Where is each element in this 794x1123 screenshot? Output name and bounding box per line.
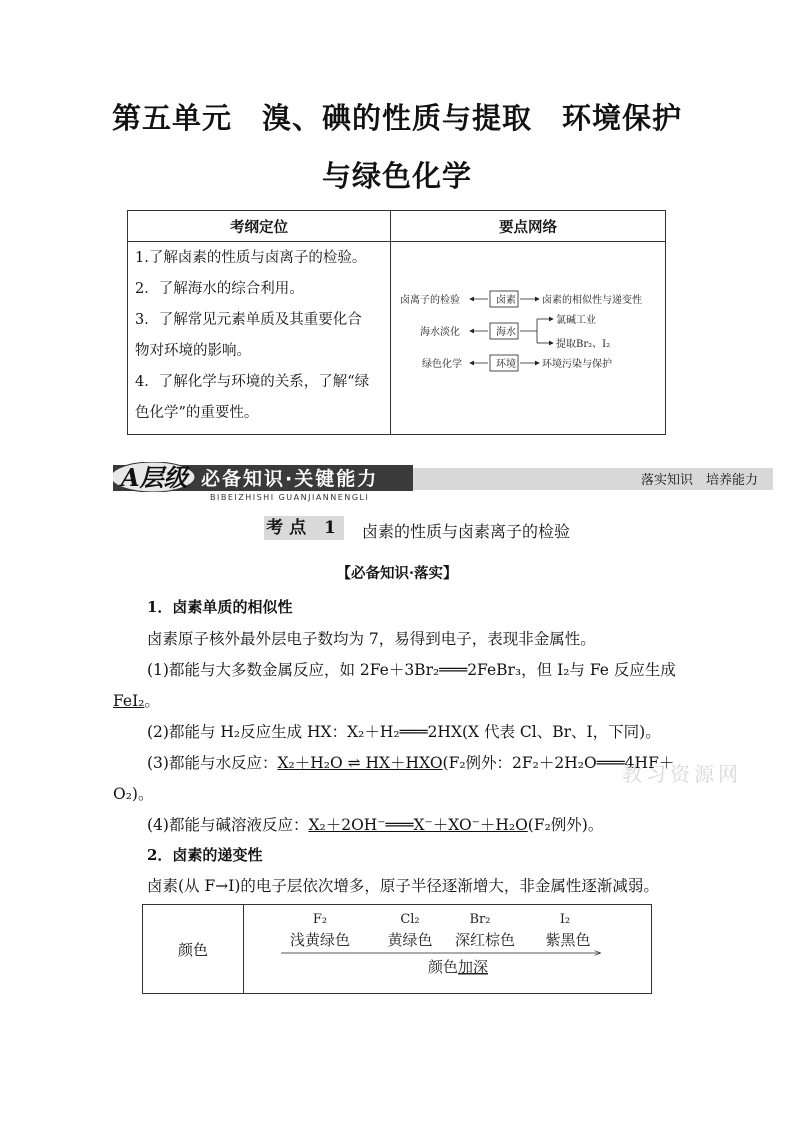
title-part: 溴、碘的性质与提取: [261, 101, 532, 135]
goal-item: 3．了解常见元素单质及其重要化合: [135, 312, 362, 328]
watermark: 教习资源网: [622, 762, 742, 786]
color-trend-diagram: [245, 906, 650, 992]
banner-pinyin: BIBEIZHISHI GUANJIANNENGLI: [210, 493, 370, 502]
overview-table: [127, 210, 666, 435]
heading-gradation: 2．卤素的递变性: [147, 846, 263, 864]
heading-similarity: 1．卤素单质的相似性: [147, 598, 293, 616]
level-label: A层级: [121, 463, 188, 492]
node-left-2: 海水淡化: [420, 327, 460, 338]
node-right-2a: 氯碱工业: [556, 315, 596, 326]
punctuation: 。: [144, 692, 160, 710]
node-center-3: 环境: [496, 359, 516, 370]
element-i2: I₂: [559, 912, 571, 927]
header-kaogang: 考纲定位: [128, 211, 391, 242]
title-part: 环境保护: [562, 101, 683, 135]
text-suffix: (F₂例外)。: [527, 816, 604, 834]
node-right-1: 卤素的相似性与递变性: [542, 295, 642, 306]
node-right-3: 环境污染与保护: [542, 359, 612, 370]
node-center-2: 海水: [496, 327, 516, 338]
paragraph: [147, 751, 674, 773]
color-trend-cell: [244, 905, 652, 994]
unit-label: 第五单元: [111, 101, 232, 135]
node-right-2b: 提取Br₂、I₂: [556, 339, 611, 350]
answer-blank: X₂＋H₂O ⇌ HX＋HXO: [277, 754, 443, 772]
paragraph: O₂)。: [113, 785, 154, 803]
answer-blank: FeI₂: [113, 692, 145, 710]
text-suffix: (F₂例外：2F₂＋2H₂O═══4HF＋: [442, 754, 675, 772]
kaodian-title: 卤素的性质与卤素离子的检验: [362, 522, 571, 541]
text-prefix: (4)都能与碱溶液反应：: [147, 816, 309, 834]
paragraph: [147, 813, 603, 835]
node-center-1: 卤素: [496, 295, 516, 306]
header-network: 要点网络: [391, 211, 666, 242]
banner-right: 落实知识 培养能力: [641, 473, 759, 488]
element-cl2: Cl₂: [400, 912, 420, 927]
paragraph: (2)都能与 H₂反应生成 HX：X₂＋H₂═══2HX(X 代表 Cl、Br、I，下同)。: [147, 723, 661, 741]
trend-label: [428, 958, 488, 976]
banner-main: 必备知识·关键能力: [201, 468, 379, 490]
page-title-line1: [0, 96, 794, 137]
answer-blank: X₂＋2OH⁻═══X⁻＋XO⁻＋H₂O: [308, 816, 528, 834]
element-f2: F₂: [312, 912, 328, 927]
trend-label-b: 加深: [458, 958, 489, 976]
paragraph: [113, 689, 160, 711]
text-prefix: (3)都能与水反应：: [147, 754, 278, 772]
node-left-1: 卤离子的检验: [400, 295, 460, 306]
color-i2: 紫黑色: [545, 931, 591, 949]
paragraph: (1)都能与大多数金属反应，如 2Fe＋3Br₂═══2FeBr₃，但 I₂与 Fe 反应生成: [147, 661, 676, 679]
goal-item: 1.了解卤素的性质与卤离子的检验。: [135, 250, 367, 266]
paragraph: 卤素(从 F→I)的电子层依次增多，原子半径逐渐增大，非金属性逐渐减弱。: [147, 877, 659, 895]
page-title-line2: 与绿色化学: [321, 159, 472, 193]
node-left-3: 绿色化学: [422, 359, 462, 370]
color-f2: 浅黄绿色: [289, 931, 351, 949]
element-br2: Br₂: [469, 912, 491, 927]
goal-item: 2．了解海水的综合利用。: [135, 281, 304, 297]
goals-cell: [128, 242, 391, 435]
goal-item: 4．了解化学与环境的关系，了解“绿: [135, 374, 370, 390]
color-br2: 深红棕色: [454, 931, 516, 949]
row-label: 颜色: [143, 905, 244, 994]
goal-item: 色化学”的重要性。: [135, 405, 259, 421]
section-banner: [113, 462, 773, 492]
kaodian-label: 考点 1: [264, 516, 344, 540]
halogen-color-table: [142, 904, 652, 994]
knowledge-network-diagram: [392, 243, 664, 433]
network-cell: [391, 242, 666, 435]
trend-label-a: 颜色: [428, 958, 459, 976]
paragraph: 卤素原子核外最外层电子数均为 7，易得到电子，表现非金属性。: [147, 630, 596, 648]
goal-item: 物对环境的影响。: [135, 343, 251, 359]
color-cl2: 黄绿色: [387, 931, 433, 949]
section-label: 【必备知识·落实】: [336, 565, 458, 582]
